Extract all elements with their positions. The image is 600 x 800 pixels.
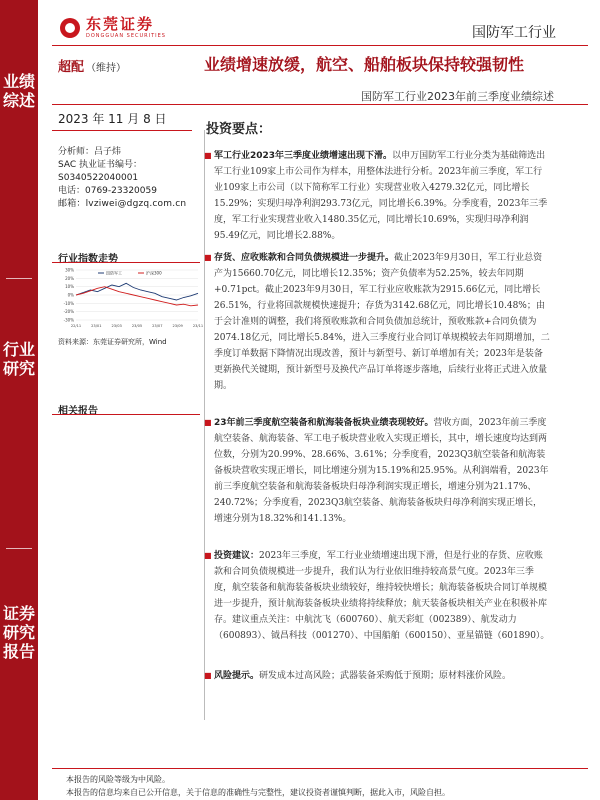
bullet-icon: ■ <box>204 418 212 427</box>
rating-note: （维持） <box>86 63 127 74</box>
point-lead: 军工行业2023年三季度业绩增速出现下滑。 <box>214 151 393 161</box>
logo-text-en: DONGGUAN SECURITIES <box>86 33 166 39</box>
bullet-icon: ■ <box>204 671 212 680</box>
related-title: 相关报告 <box>58 406 98 417</box>
chart-source: 资料来源：东莞证券研究所，Wind <box>58 338 167 346</box>
chart-y-tick: -10% <box>63 300 74 306</box>
point-body: 2023年三季度，军工行业业绩增速出现下滑，但是行业的存货、应收账款和合同负债规模进一步提升，我们认为行业依旧维持较高景气度。2023年三季度，航空装备和航海装备板块业绩较好，维持较快增长；航海装备板块合同订单规模进一步提升，预计航海装备板块业绩将持续释放；航天装备板块相关产业在积极补库存。建议重点关注：中航沈飞（600760）、航天彩虹（002389）、航发动力（600893）、钺昌科技（001270）、中国船舶（600150）、亚星锚链（601890）。 <box>214 551 550 641</box>
logo-text: 东莞证券 <box>86 15 155 33</box>
report-date: 2023 年 11 月 8 日 <box>58 112 167 126</box>
trend-title: 行业指数走势 <box>58 254 118 265</box>
point-body: 以申万国防军工行业分类为基础筛选出军工行业109家上市公司作为样本，用整体法进行分析。2023年前三季度，军工行业109家上市公司（以下简称军工行业）实现营业收入4279.32亿元，同比增长15.29%；实现归母净利润293.73亿元，同比增长6.39%。分季度看，2023年三季度，军工行业实现营业收入1480.35亿元，同比增长10.69%，实现归母净利润95.49亿元，同比增长2.88%。 <box>214 151 548 241</box>
chart-y-tick: 30% <box>65 267 74 273</box>
point-1 <box>204 148 550 244</box>
points-title: 投资要点： <box>206 122 272 137</box>
phone: 电话：0769-23320059 <box>58 186 157 196</box>
point-lead: 投资建议： <box>214 551 260 561</box>
left-sidebar <box>0 0 38 800</box>
trend-divider <box>52 262 200 263</box>
footer-divider <box>52 768 588 769</box>
company-logo <box>60 16 166 39</box>
chart-series-line <box>76 283 198 300</box>
point-lead: 存货、应收账款和合同负债规模进一步提升。 <box>214 253 395 263</box>
point-body: 截止2023年9月30日，军工行业总资产为15660.70亿元，同比增长12.35%；资产负债率为52.25%，较去年同期+0.71pct。截止2023年9月30日，军工行业应收账款为2915.66亿元，同比增长26.51%，行业将回款规模快速提升；存货为3142.68亿元，同比增长10.48%；由于会计准则的调整，我们将预收账款和合同负债加总统计，预收账款+合同负债为2074.18亿元，同比增长5.84%，进入三季度行业合同订单规模较去年同期增加，二季度订单数据下降情况出现改善，预计与新型号、新订单增加有关；2023年是装备更新换代关键期，预计新型号及换代产品订单将逐步落地，后续行业将正式进入放量期。 <box>214 253 550 391</box>
sidebar-divider <box>6 548 32 549</box>
cert-label: SAC 执业证书编号： <box>58 160 143 170</box>
rating <box>58 56 126 75</box>
point-2 <box>204 250 550 394</box>
chart-y-tick: -20% <box>63 309 74 315</box>
report-subheadline: 国防军工行业2023年前三季度业绩综述 <box>361 90 554 103</box>
chart-legend-label: 国防军工 <box>106 270 122 276</box>
chart-x-tick: 23/05 <box>131 324 143 328</box>
chart-x-tick: 23/11 <box>192 324 204 328</box>
related-divider <box>52 414 200 415</box>
date-divider <box>52 130 192 131</box>
chart-x-tick: 23/03 <box>111 324 122 328</box>
chart-x-tick: 23/09 <box>172 324 183 328</box>
industry-label: 国防军工行业 <box>472 25 556 41</box>
point-lead: 23年前三季度航空装备和航海装备板块业绩表现较好。 <box>214 418 434 428</box>
analyst-name: 分析师：吕子炜 <box>58 147 122 157</box>
chart-legend-label: 沪深300 <box>146 270 162 276</box>
chart-x-tick: 23/01 <box>91 324 102 328</box>
analyst-info <box>58 146 186 211</box>
industry-index-chart <box>58 266 204 332</box>
bullet-icon: ■ <box>204 253 212 262</box>
point-lead: 风险提示。 <box>214 671 260 681</box>
rating-value: 超配 <box>58 60 85 75</box>
point-body: 营收方面，2023年前三季度航空装备、航海装备、军工电子板块营业收入实现正增长，其中，增长速度均达到两位数，分别为20.99%、28.66%、3.61%；分季度看，2023Q3航空装备和航海装备板块营收实现正增长，同比增速分别为15.19%和25.95%。从利润端看，2023年前三季度航空装备和航海装备板块归母净利润实现正增长，增速分别为21.17%、240.72%；分季度看，2023Q3航空装备、航海装备板块归母净利润实现正增长，增速分别为18.32%和141.13%。 <box>214 418 549 524</box>
point-3 <box>204 415 550 527</box>
chart-y-tick: 10% <box>65 284 74 290</box>
title-divider <box>52 104 588 105</box>
footer-disclaimer: 本报告的信息均来自已公开信息，关于信息的准确性与完整性，建议投资者谨慎判断，据此入市，风险自担。 <box>66 788 450 797</box>
logo-mark-icon <box>60 18 80 38</box>
sidebar-label-industry: 行业研究 <box>2 340 35 378</box>
chart-y-tick: 0% <box>67 292 74 298</box>
chart-series-line <box>76 287 198 306</box>
sidebar-label-report: 证券研究报告 <box>2 604 35 661</box>
point-body: 研发成本过高风险；武器装备采购低于预期；原材料涨价风险。 <box>259 671 512 681</box>
point-4 <box>204 548 550 644</box>
point-5 <box>204 668 550 684</box>
header-divider <box>52 45 588 46</box>
footer-risk: 本报告的风险等级为中风险。 <box>66 775 170 784</box>
sidebar-divider <box>6 278 32 279</box>
chart-x-tick: 23/07 <box>152 324 163 328</box>
email-link[interactable]: 邮箱：lvziwei@dgzq.com.cn <box>58 199 187 209</box>
report-headline: 业绩增速放缓，航空、船舶板块保持较强韧性 <box>204 55 525 74</box>
bullet-icon: ■ <box>204 151 212 160</box>
chart-y-tick: 20% <box>65 275 74 281</box>
cert-number: S0340522040001 <box>58 173 139 183</box>
sidebar-label-review: 业绩综述 <box>2 72 35 110</box>
bullet-icon: ■ <box>204 551 212 560</box>
chart-y-tick: -30% <box>63 317 74 323</box>
chart-x-tick: 22/11 <box>70 324 82 328</box>
